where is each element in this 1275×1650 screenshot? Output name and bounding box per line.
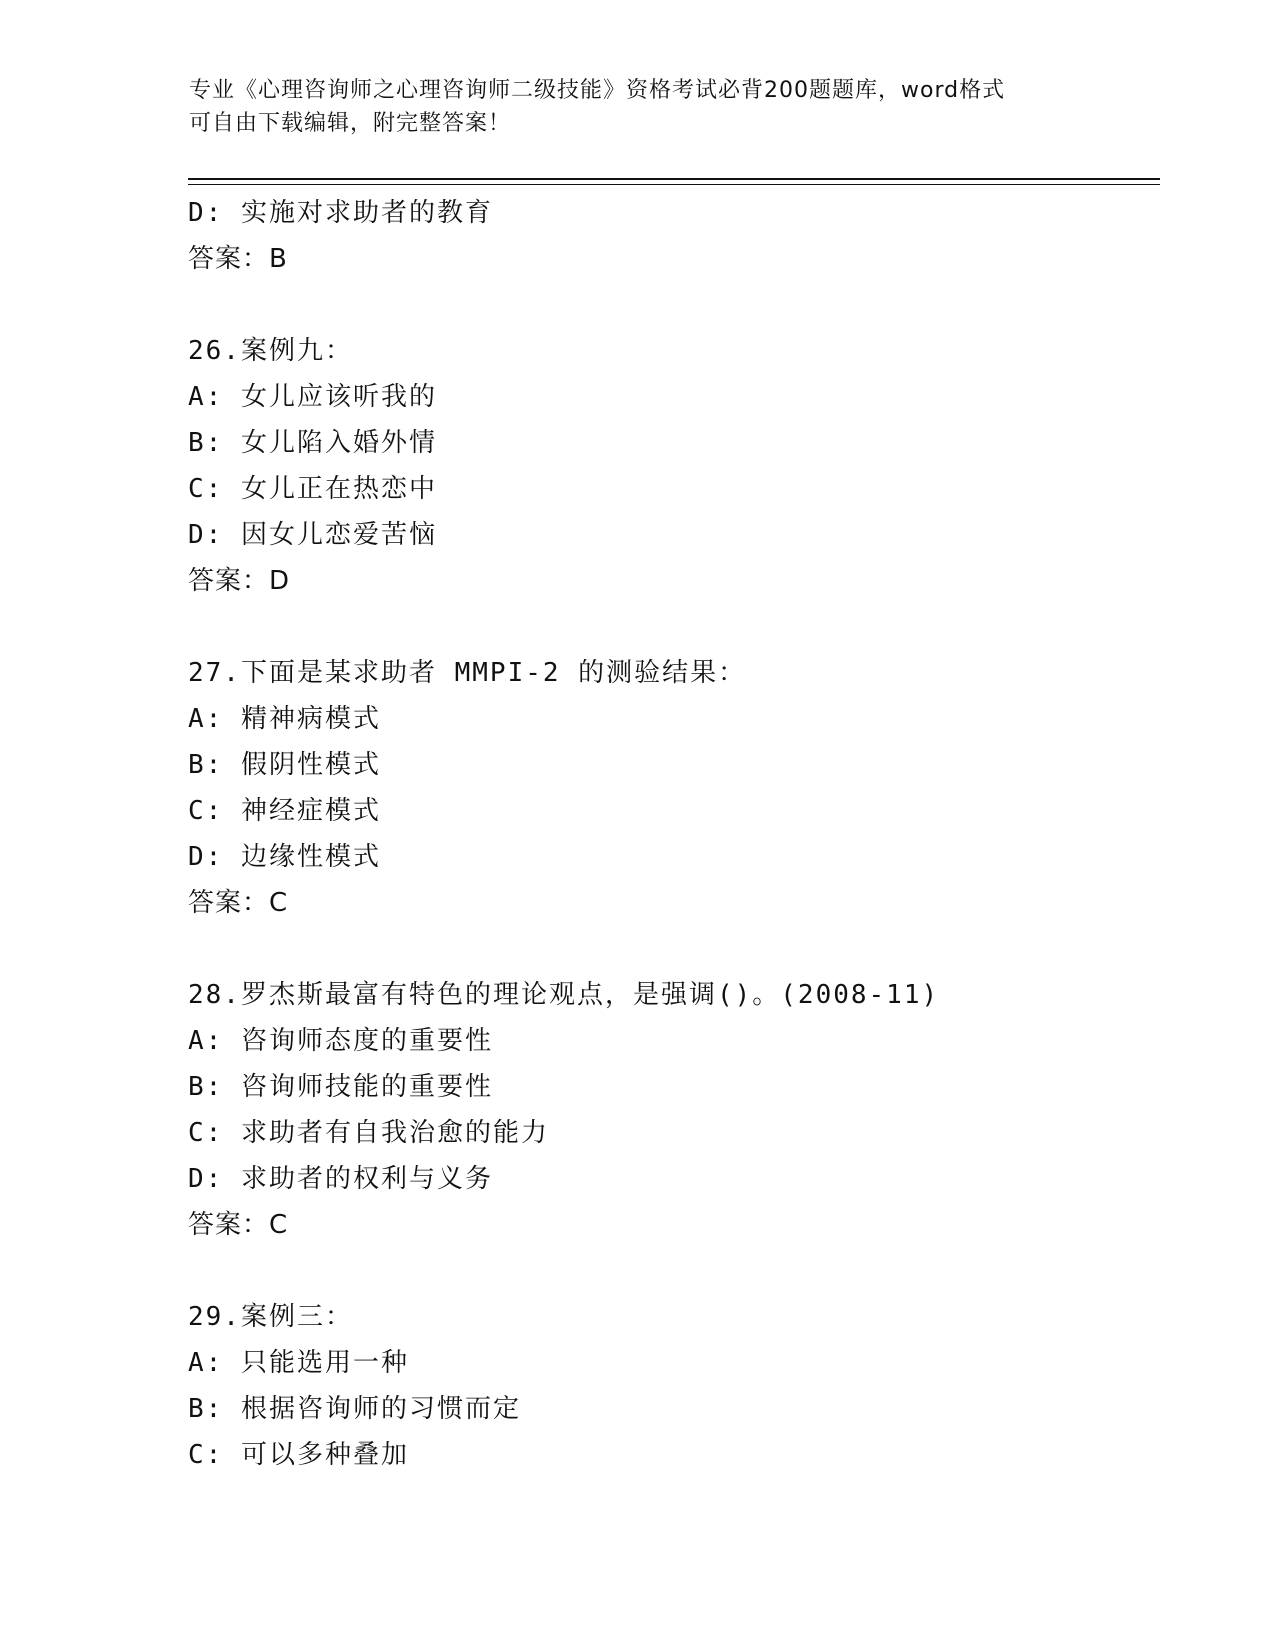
option-c: C: 女儿正在热恋中 [188, 474, 437, 504]
option-a: A: 咨询师态度的重要性 [188, 1026, 493, 1056]
header-line-1: 专业《心理咨询师之心理咨询师二级技能》资格考试必背200题题库，word格式 [189, 78, 1006, 103]
spacer [188, 1248, 1168, 1294]
header-divider-thin [188, 184, 1160, 185]
answer-line: 答案：C [188, 888, 289, 918]
question-stem: 27.下面是某求助者 MMPI-2 的测验结果： [188, 658, 747, 688]
question-list [188, 190, 1168, 1478]
option-b: B: 女儿陷入婚外情 [188, 428, 437, 458]
spacer [188, 282, 1168, 328]
answer-line: 答案：B [188, 244, 288, 274]
header-divider-thick [188, 178, 1160, 180]
answer-line: 答案：C [188, 1210, 289, 1240]
spacer [188, 604, 1168, 650]
option-c: C: 神经症模式 [188, 796, 381, 826]
question-28 [188, 972, 1168, 1248]
option-b: B: 假阴性模式 [188, 750, 381, 780]
option-a: A: 精神病模式 [188, 704, 381, 734]
answer-line: 答案：D [188, 566, 291, 596]
question-stem: 29.案例三： [188, 1302, 353, 1332]
question-stem: 28.罗杰斯最富有特色的理论观点，是强调()。(2008-11) [188, 980, 940, 1010]
question-29 [188, 1294, 1168, 1478]
option-d: D: 实施对求助者的教育 [188, 198, 493, 228]
spacer [188, 926, 1168, 972]
question-27 [188, 650, 1168, 926]
header-line-2: 可自由下载编辑，附完整答案！ [189, 111, 512, 136]
question-26 [188, 328, 1168, 604]
option-c: C: 求助者有自我治愈的能力 [188, 1118, 549, 1148]
option-b: B: 根据咨询师的习惯而定 [188, 1394, 521, 1424]
option-d: D: 求助者的权利与义务 [188, 1164, 493, 1194]
document-header [189, 74, 1089, 140]
option-a: A: 女儿应该听我的 [188, 382, 437, 412]
option-b: B: 咨询师技能的重要性 [188, 1072, 493, 1102]
option-c: C: 可以多种叠加 [188, 1440, 409, 1470]
question-stem: 26.案例九： [188, 336, 353, 366]
option-d: D: 因女儿恋爱苦恼 [188, 520, 437, 550]
option-d: D: 边缘性模式 [188, 842, 381, 872]
option-a: A: 只能选用一种 [188, 1348, 409, 1378]
